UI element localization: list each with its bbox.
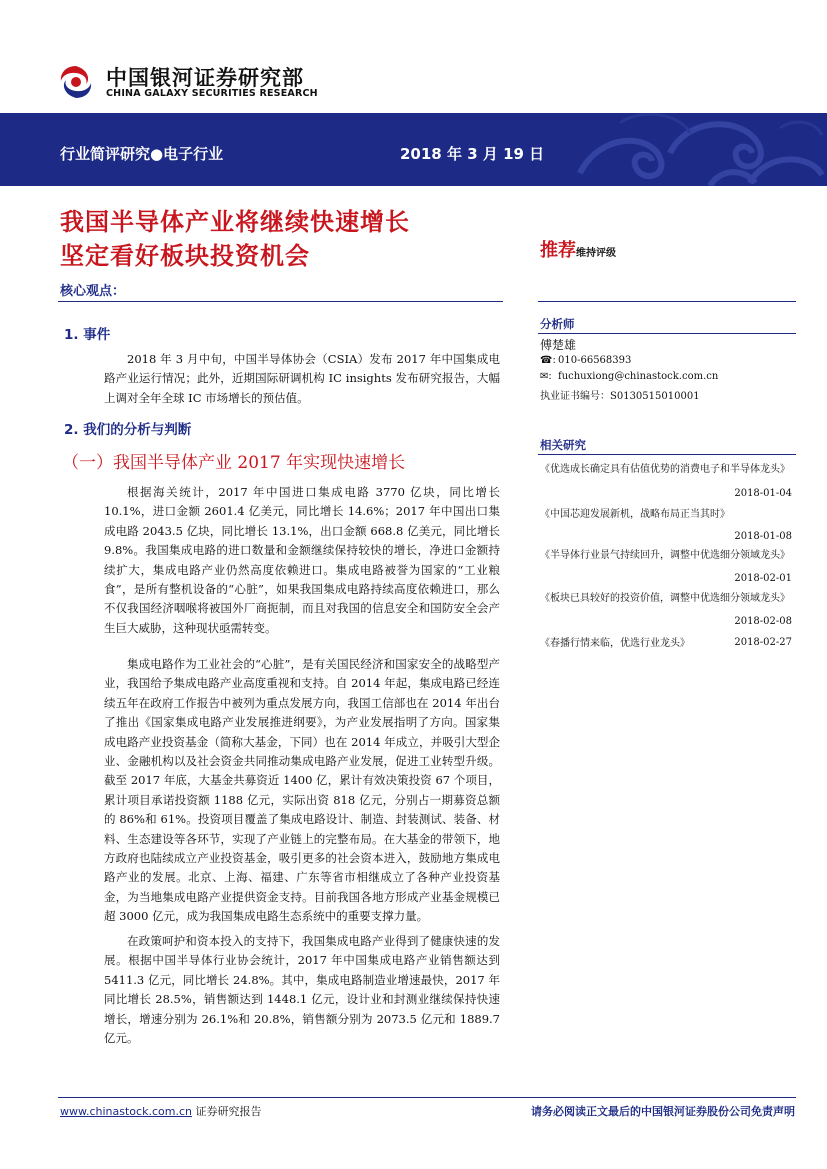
analyst-email (540, 371, 718, 382)
cloud-pattern-icon (560, 113, 827, 186)
core-view-label: 核心观点： (60, 284, 126, 299)
footer-label: 证券研究报告 (191, 1105, 262, 1118)
company-name-cn: 中国银河证券研究部 (106, 66, 304, 90)
analyst-phone (540, 355, 631, 366)
subsection-title: （一）我国半导体产业 2017 年实现快速增长 (62, 453, 406, 473)
analyst-heading: 分析师 (540, 317, 575, 331)
related-item-title[interactable]: 《春播行情来临，优选行业龙头》 (540, 638, 690, 649)
email-icon: ✉: (540, 371, 552, 382)
galaxy-logo-icon (56, 62, 96, 102)
related-research-heading: 相关研究 (540, 438, 586, 452)
report-date: 2018 年 3 月 19 日 (400, 145, 545, 163)
related-item-date: 2018-02-08 (734, 616, 792, 627)
divider (538, 454, 796, 455)
rating-sub: 维持评级 (576, 248, 616, 259)
company-logo (56, 60, 356, 104)
phone-icon: ☎: (540, 355, 556, 366)
footer-divider (58, 1097, 796, 1098)
related-item-title[interactable]: 《半导体行业景气持续回升，调整中优选细分领域龙头》 (540, 550, 790, 561)
section-analysis-title: 2. 我们的分析与判断 (64, 422, 192, 438)
report-type: 行业简评研究●电子行业 (60, 145, 224, 163)
related-item-date: 2018-02-01 (734, 573, 792, 584)
analyst-name: 傅楚雄 (540, 338, 577, 352)
related-item-date: 2018-01-08 (734, 531, 792, 542)
phone-number: 010-66568393 (558, 355, 632, 366)
related-item-date: 2018-02-27 (734, 637, 792, 648)
rating-main: 推荐 (540, 240, 576, 261)
section-event-title: 1. 事件 (64, 327, 111, 343)
related-item-title[interactable]: 《优选成长确定具有估值优势的消费电子和半导体龙头》 (540, 464, 790, 475)
email-address[interactable]: fuchuxiong@chinastock.com.cn (558, 371, 719, 382)
report-title-line2: 坚定看好板块投资机会 (60, 241, 310, 270)
disclaimer-note: 请务必阅读正文最后的中国银河证券股份公司免责声明 (531, 1105, 795, 1118)
company-name-en: CHINA GALAXY SECURITIES RESEARCH (106, 88, 318, 99)
divider (538, 333, 796, 334)
related-item-date: 2018-01-04 (734, 488, 792, 499)
analyst-cert: 执业证书编号：S0130515010001 (540, 391, 700, 402)
event-paragraph: 2018 年 3 月中旬，中国半导体协会（CSIA）发布 2017 年中国集成电路产业运行情况；此外，近期国际研调机构 IC insights 发布研究报告，大幅上调对全年全球 IC 市场增长的预估值。 (104, 352, 500, 405)
analysis-paragraph-1: 根据海关统计，2017 年中国进口集成电路 3770 亿块，同比增长 10.1%，进口金额 2601.4 亿美元，同比增长 14.6%；2017 年中国出口集成电路 2043.5 亿块，同比增长 13.1%，出口金额 668.8 亿美元，同比增长 9.8%。我国集成电路的进口数量和金额继续保持较快的增长，净进口金额持续扩大，集成电路产业仍然高度依赖进口。集成电路被誉为国家的“工业粮食”，是所有整机设备的“心脏”，如果我国集成电路持续高度依赖进口，那么不仅我国经济咽喉将被国外厂商扼制，而且对我国的信息安全和国防安全会产生巨大威胁，这种现状亟需转变。 (104, 485, 500, 635)
divider (538, 301, 796, 302)
footer-left (60, 1103, 261, 1119)
related-item-title[interactable]: 《中国芯迎发展新机，战略布局正当其时》 (540, 509, 730, 520)
header-banner (0, 113, 827, 186)
divider (58, 301, 503, 302)
report-title-line1: 我国半导体产业将继续快速增长 (60, 207, 410, 236)
rating (540, 236, 616, 262)
analysis-paragraph-3: 在政策呵护和资本投入的支持下，我国集成电路产业得到了健康快速的发展。根据中国半导体行业协会统计，2017 年中国集成电路产业销售额达到 5411.3 亿元，同比增长 24.8%。其中，集成电路制造业增速最快，2017 年同比增长 28.5%，销售额达到 1448.1 亿元，设计业和封测业继续保持快速增长，增速分别为 26.1%和 20.8%，销售额分别为 2073.5 亿元和 1889.7 亿元。 (104, 934, 500, 1046)
related-item-title[interactable]: 《板块已具较好的投资价值，调整中优选细分领域龙头》 (540, 593, 790, 604)
website-link[interactable]: www.chinastock.com.cn (60, 1105, 192, 1118)
analysis-paragraph-2: 集成电路作为工业社会的“心脏”，是有关国民经济和国家安全的战略型产业，我国给予集成电路产业高度重视和支持。自 2014 年起，集成电路已经连续五年在政府工作报告中被列为重点发展方向，我国工信部也在 2014 年出台了推出《国家集成电路产业发展推进纲要》，为产业发展指明了方向。国家集成电路产业投资基金（简称大基金，下同）也在 2014 年成立，并吸引大型企业、金融机构以及社会资金共同推动集成电路产业发展，促进工业转型升级。截至 2017 年底，大基金共募资近 1400 亿，累计有效决策投资 67 个项目，累计项目承诺投资额 1188 亿元，实际出资 818 亿元，分别占一期募资总额的 86%和 61%。投资项目覆盖了集成电路设计、制造、封装测试、装备、材料、生态建设等各环节，实现了产业链上的完整布局。在大基金的带领下，地方政府也陆续成立产业投资基金，吸引更多的社会资本进入，鼓励地方集成电路产业的发展。北京、上海、福建、广东等省市相继成立了各种产业投资基金，为当地集成电路产业提供资金支持。目前我国各地方形成产业基金规模已超 3000 亿元，成为我国集成电路生态系统中的重要支撑力量。 (104, 657, 500, 924)
